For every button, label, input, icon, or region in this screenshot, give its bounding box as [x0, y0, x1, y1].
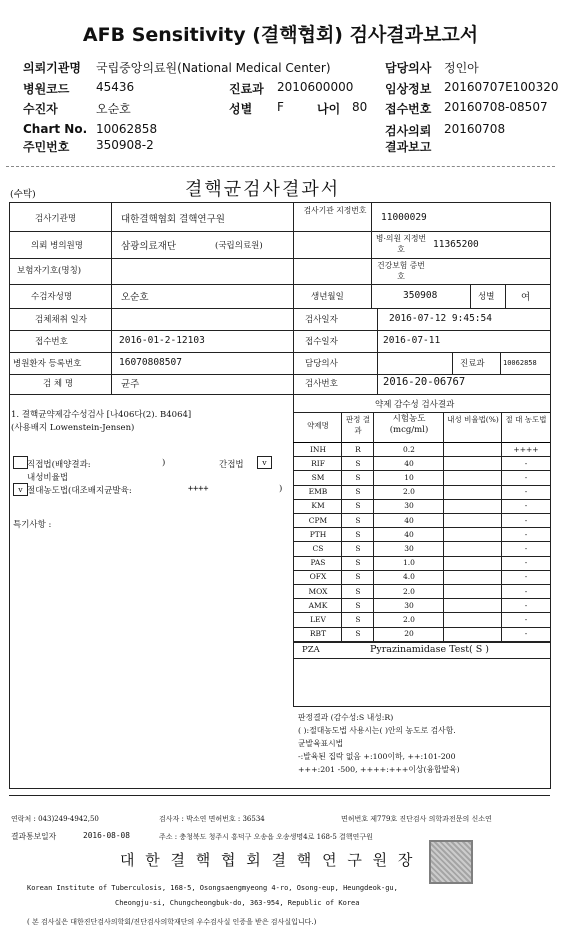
drug-absolute: ++++	[513, 444, 539, 454]
label-registration: 병원환자 등록번호	[13, 359, 82, 369]
drug-result: S	[355, 472, 361, 482]
drug-header: 시험농도 (mcg/ml)	[389, 414, 429, 435]
drug-name: RIF	[311, 458, 325, 468]
label-insurer: 보험자기호(명칭)	[17, 266, 82, 276]
note-line: ( ):절대농도법 사용시는( )안의 농도로 검사함.	[298, 726, 456, 735]
indirect-label: 간접법	[219, 460, 244, 470]
label-patient: 수검자성명	[31, 292, 73, 302]
resist-label: 내성비율법	[27, 473, 69, 483]
footer-address-en-2: Cheongju-si, Chungcheongbuk-do, 363-954, Republic of Korea	[115, 899, 360, 907]
label-test-date: 검사일자	[305, 315, 338, 325]
drug-concentration: 30	[404, 543, 414, 553]
drug-concentration: 40	[404, 515, 414, 525]
label-sex: 성별	[478, 292, 495, 302]
value-receipt-no: 2016-01-2-12103	[119, 335, 205, 346]
drug-concentration: 0.2	[403, 444, 415, 454]
panel-divider	[293, 394, 294, 706]
label-doctor: 담당의사	[305, 359, 338, 369]
header-label: 결과보고	[385, 140, 432, 154]
label-insurance-no: 건강보험 증번호	[377, 261, 425, 281]
header-label: 임상정보	[385, 82, 432, 96]
abs-label: 절대농도법(대조배지균발육:	[27, 486, 132, 496]
drug-absolute: -	[524, 586, 528, 596]
drug-concentration: 30	[404, 600, 414, 610]
value-specimen: 균주	[121, 379, 140, 390]
drug-result: S	[355, 487, 361, 497]
label-inst: 검사기관명	[35, 214, 77, 224]
header-value: 20160708-08507	[444, 100, 548, 114]
value-sex: 여	[521, 292, 531, 303]
abs-value: ++++	[188, 484, 209, 494]
drug-concentration: 40	[404, 458, 414, 468]
header-label: 검사의뢰	[385, 124, 432, 138]
scanned-report	[5, 172, 554, 940]
value-hospital-code: 11365200	[433, 239, 479, 250]
label-specimen: 검 체 명	[43, 379, 74, 389]
drug-table-caption: 약제 감수성 검사결과	[375, 400, 455, 410]
drug-name: PAS	[310, 558, 326, 568]
value-patient: 오순호	[121, 292, 149, 303]
grid-line	[293, 202, 294, 394]
grid-line	[111, 202, 112, 394]
drug-result: S	[355, 614, 361, 624]
header-value: 20160707E100320	[444, 80, 559, 94]
drug-absolute: -	[524, 501, 528, 511]
drug-name: LEV	[310, 614, 326, 624]
header-value: 10062858	[96, 122, 158, 136]
grid-line	[293, 642, 550, 643]
value-test-date: 2016-07-12 9:45:54	[389, 313, 492, 324]
grid-line	[9, 330, 550, 331]
drug-result: S	[355, 458, 361, 468]
drug-name: CPM	[308, 515, 328, 525]
drug-result: S	[355, 529, 361, 539]
remarks-label: 특기사항 :	[13, 520, 52, 530]
header-value: F	[277, 100, 284, 114]
footer-contact: 연락처 : 043)249-4942,50	[11, 815, 99, 823]
drug-result: S	[355, 600, 361, 610]
drug-name: AMK	[308, 600, 328, 610]
drug-absolute: -	[524, 600, 528, 610]
label-receipt-date: 접수일자	[305, 337, 338, 347]
header-label: Chart No.	[23, 122, 88, 136]
official-seal	[429, 840, 473, 884]
drug-absolute: -	[524, 572, 528, 582]
indirect-checkbox[interactable]: v	[257, 456, 272, 469]
header-value: 국립중앙의료원(National Medical Center)	[96, 61, 331, 75]
report-title: AFB Sensitivity (결핵협회) 검사결과보고서	[82, 24, 479, 46]
header-label: 성별	[229, 102, 253, 116]
drug-concentration: 30	[404, 501, 414, 511]
drug-result: S	[355, 629, 361, 639]
drug-result: R	[355, 444, 361, 454]
header-label: 접수번호	[385, 102, 432, 116]
note-line: 균발육표시법	[298, 739, 344, 748]
grid-line	[505, 284, 506, 308]
footer-license: 면허번호 제779호 진단검사 의학과전문의 신소연	[341, 815, 492, 823]
header-value: 2010600000	[277, 80, 354, 94]
drug-absolute: -	[524, 614, 528, 624]
drug-header: 내성 비율법(%)	[447, 415, 499, 424]
value-dob: 350908	[403, 290, 438, 301]
grid-line	[371, 202, 372, 308]
drug-result: S	[355, 572, 361, 582]
drug-concentration: 4.0	[403, 572, 415, 582]
value-registration: 16070808507	[119, 357, 182, 368]
grid-line	[9, 394, 550, 395]
drug-result: S	[355, 515, 361, 525]
label-hospital-code: 병·의원 지정번호	[375, 234, 427, 254]
header-value: 20160708	[444, 122, 506, 136]
header-label: 의뢰기관명	[23, 61, 81, 75]
footer-examiner: 검사자 : 박소연 면허번호 : 36534	[159, 815, 265, 823]
grid-line	[9, 374, 550, 375]
drug-name: EMB	[308, 487, 328, 497]
grid-line	[9, 258, 550, 259]
header-label: 진료과	[229, 82, 264, 96]
grid-line	[293, 706, 550, 707]
header-value: 오순호	[96, 102, 131, 116]
footer-report-label: 결과통보일자	[11, 832, 57, 841]
drug-absolute: -	[524, 515, 528, 525]
value-receipt-date: 2016-07-11	[383, 335, 441, 346]
header-value: 정인아	[444, 61, 479, 75]
drug-result: S	[355, 558, 361, 568]
drug-header: 판정 결과	[345, 415, 371, 435]
grid-line	[377, 308, 378, 394]
header-label: 수진자	[23, 102, 58, 116]
header-label: 나이	[317, 102, 341, 116]
drug-header: 절 대 농도법	[505, 415, 547, 424]
abs-close: )	[279, 484, 283, 494]
drug-concentration: 1.0	[403, 558, 415, 568]
direct-close: )	[162, 458, 166, 468]
pza-value: Pyrazinamidase Test( S )	[370, 644, 489, 655]
footer-address-en-1: Korean Institute of Tuberculosis, 168-5, Osongsaengmyeong 4-ro, Osong-eup, Heungdeok-gu,	[27, 884, 398, 892]
footer-report-date: 2016-08-08	[83, 831, 130, 840]
drug-name: RBT	[309, 629, 327, 639]
drug-concentration: 10	[404, 472, 414, 482]
grid-line	[452, 352, 453, 374]
method-line-2: (사용배지 Lowenstein-Jensen)	[11, 423, 135, 433]
header-value: 80	[352, 100, 368, 114]
header-value: 45436	[96, 80, 135, 94]
grid-line	[9, 284, 550, 285]
drug-concentration: 2.0	[403, 487, 415, 497]
header-label: 담당의사	[385, 61, 432, 75]
footer-organization: 대 한 결 핵 협 회 결 핵 연 구 원 장	[120, 851, 416, 869]
value-dept: 10062858	[503, 359, 537, 367]
header-label: 병원코드	[23, 82, 70, 96]
drug-concentration: 20	[404, 629, 414, 639]
drug-concentration: 2.0	[403, 614, 415, 624]
footer-certification: ( 본 검사실은 대한진단검사의학회/진단검사의학재단의 우수검사실 인증을 받은 검사실입니다.)	[27, 918, 317, 926]
direct-label: 직접법(배양결과:	[27, 460, 91, 470]
note-line: 판정결과 (감수성:S 내성:R)	[298, 713, 394, 722]
label-receipt-no: 접수번호	[35, 337, 68, 347]
direct-checkbox[interactable]	[13, 456, 28, 469]
grid-line	[9, 352, 550, 353]
grid-line	[9, 308, 550, 309]
header-value: 350908-2	[96, 138, 154, 152]
drug-name: INH	[309, 444, 327, 454]
grid-line	[500, 352, 501, 374]
grid-line	[293, 658, 550, 659]
drug-name: OFX	[309, 572, 327, 582]
receipt-tag: (수탁)	[10, 189, 36, 200]
drug-name: SM	[311, 472, 325, 482]
drug-name: MOX	[308, 586, 328, 596]
drug-header: 약제명	[307, 421, 329, 430]
note-line: +++:201 -500, ++++:+++이상(융합발육)	[298, 765, 460, 774]
label-dob: 생년월일	[311, 292, 344, 302]
drug-name: CS	[312, 543, 324, 553]
footer-address-kr: 주소 : 충청북도 청주시 흥덕구 오송읍 오송생명4로 168-5 결핵연구원	[159, 833, 373, 841]
grid-line	[293, 412, 550, 413]
drug-name: PTH	[309, 529, 327, 539]
drug-absolute: -	[524, 472, 528, 482]
label-collection-date: 검체채취 일자	[35, 315, 87, 325]
drug-result: S	[355, 543, 361, 553]
method-line-1: 1. 결핵균약제감수성검사 [나406다(2). B4064]	[11, 410, 192, 420]
drug-absolute: -	[524, 487, 528, 497]
pza-label: PZA	[302, 645, 320, 655]
drug-absolute: -	[524, 558, 528, 568]
grid-line	[470, 284, 471, 308]
footer-rule	[9, 795, 550, 796]
drug-concentration: 2.0	[403, 586, 415, 596]
value-inst: 대한결핵협회 결핵연구원	[121, 214, 225, 225]
drug-concentration: 40	[404, 529, 414, 539]
value-inst-code: 11000029	[381, 212, 427, 223]
value-test-no: 2016-20-06767	[383, 376, 466, 388]
value-hospital: 삼광의료재단	[121, 241, 177, 252]
grid-line	[9, 231, 550, 232]
drug-name: KM	[311, 501, 325, 511]
drug-absolute: -	[524, 629, 528, 639]
label-inst-code: 검사기관 지정번호	[303, 206, 367, 215]
drug-result: S	[355, 586, 361, 596]
header-label: 주민번호	[23, 140, 70, 154]
drug-absolute: -	[524, 458, 528, 468]
label-test-no: 검사번호	[305, 379, 338, 389]
note-line: -:발육된 집락 없음 +:100이하, ++:101-200	[298, 752, 456, 761]
value-hospital-sub: (국립의료원)	[215, 241, 263, 251]
document-title: 결핵균검사결과서	[185, 179, 341, 200]
drug-absolute: -	[524, 529, 528, 539]
label-hospital: 의뢰 병의원명	[31, 241, 83, 251]
label-dept: 진료과	[460, 359, 485, 369]
drug-result: S	[355, 501, 361, 511]
drug-absolute: -	[524, 543, 528, 553]
header-divider	[6, 166, 555, 167]
abs-checkbox[interactable]: v	[13, 483, 28, 496]
